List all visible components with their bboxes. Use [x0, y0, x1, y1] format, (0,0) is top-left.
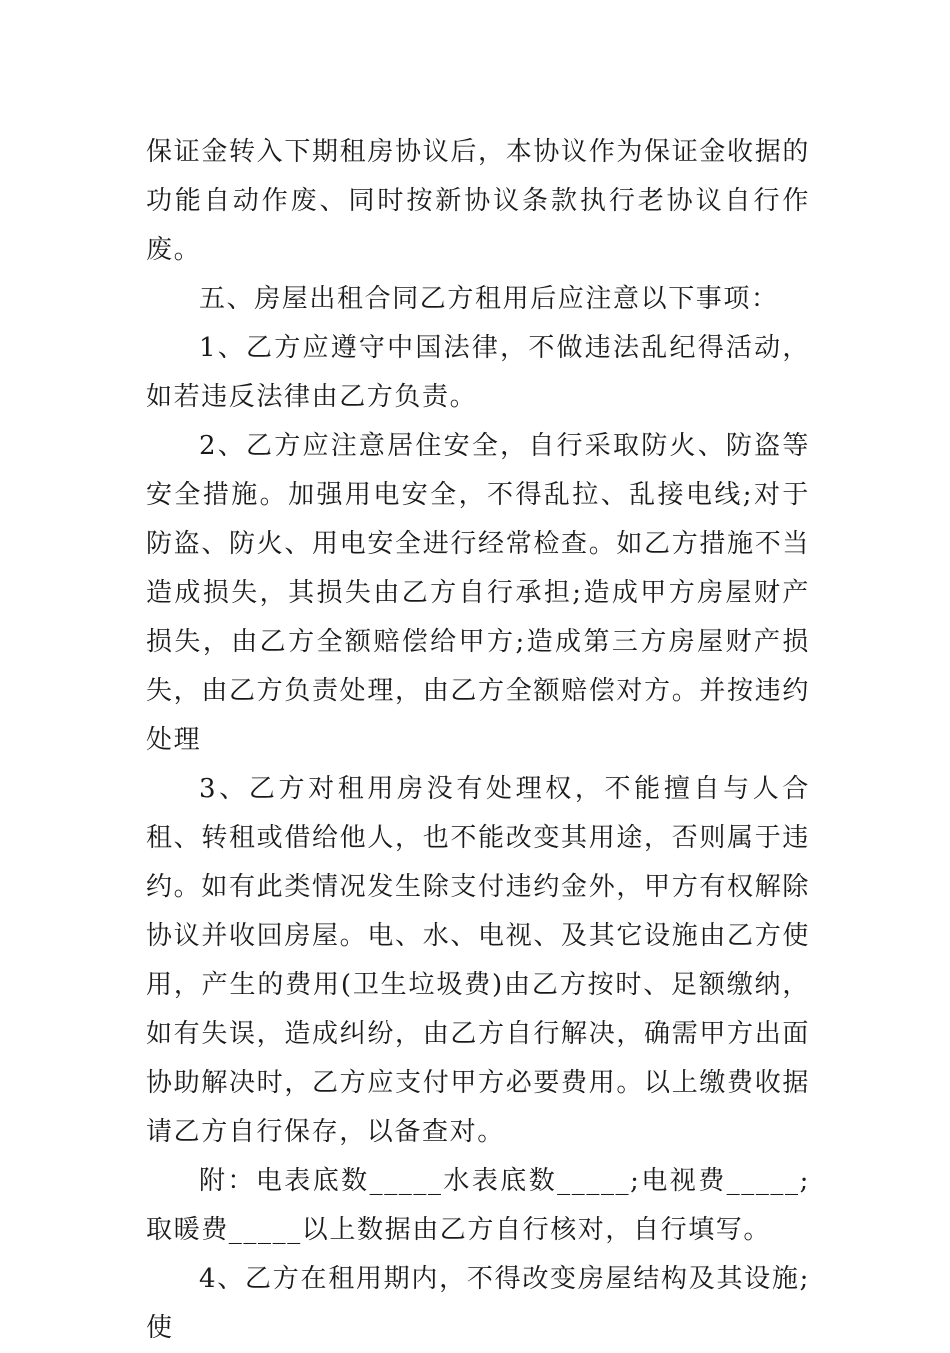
paragraph-meter-readings: 附：电表底数_____水表底数_____;电视费_____;取暖费_____以上数据由乙方自行核对，自行填写。	[146, 1166, 810, 1245]
paragraph-clause-1: 1、乙方应遵守中国法律，不做违法乱纪得活动，如若违反法律由乙方负责。	[146, 333, 810, 412]
paragraph-clause-4: 4、乙方在租用期内，不得改变房屋结构及其设施;使	[146, 1264, 810, 1343]
paragraph-deposit-transfer: 保证金转入下期租房协议后，本协议作为保证金收据的功能自动作废、同时按新协议条款执行老协议自行作废。	[146, 137, 810, 265]
paragraph-clause-2: 2、乙方应注意居住安全，自行采取防火、防盗等安全措施。加强用电安全，不得乱拉、乱接电线;对于防盗、防火、用电安全进行经常检查。如乙方措施不当造成损失，其损失由乙方自行承担;造成甲方房屋财产损失，由乙方全额赔偿给甲方;造成第三方房屋财产损失，由乙方负责处理，由乙方全额赔偿对方。并按违约处理	[146, 431, 810, 755]
paragraph-clause-3: 3、乙方对租用房没有处理权，不能擅自与人合租、转租或借给他人，也不能改变其用途，否则属于违约。如有此类情况发生除支付违约金外，甲方有权解除协议并收回房屋。电、水、电视、及其它设施由乙方使用，产生的费用(卫生垃圾费)由乙方按时、足额缴纳，如有失误，造成纠纷，由乙方自行解决，确需甲方出面协助解决时，乙方应支付甲方必要费用。以上缴费收据请乙方自行保存，以备查对。	[146, 774, 810, 1147]
paragraph-section-five-heading: 五、房屋出租合同乙方租用后应注意以下事项：	[199, 284, 779, 314]
document-body	[146, 128, 810, 1353]
